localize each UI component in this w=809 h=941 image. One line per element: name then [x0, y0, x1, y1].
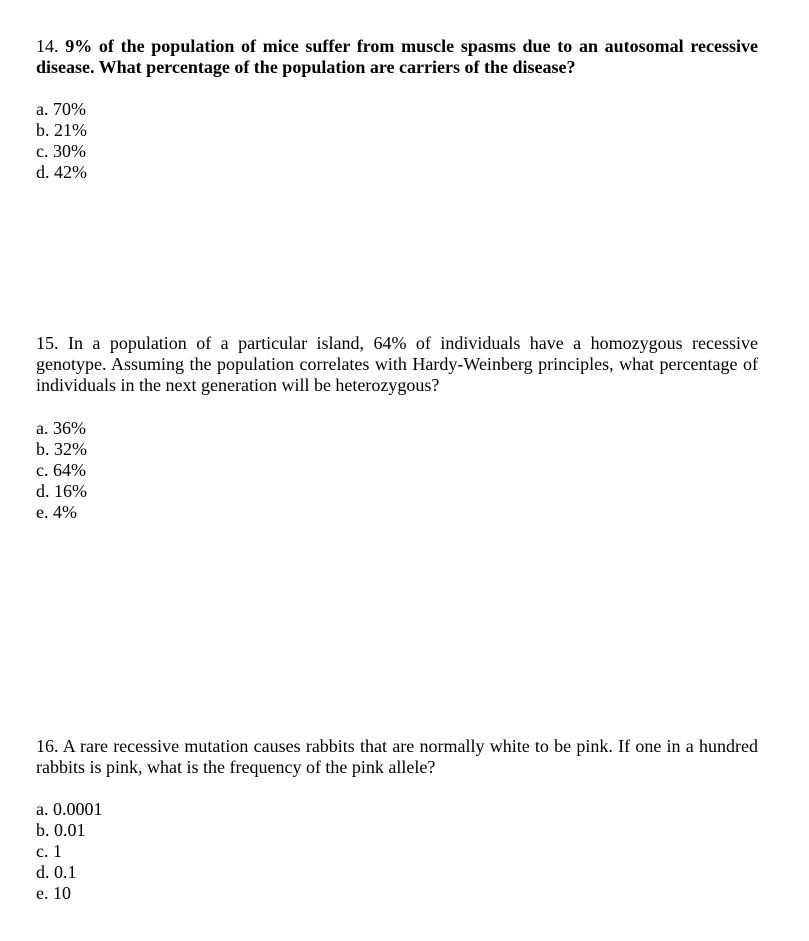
- question-text: 9% of the population of mice suffer from muscle spasms due to an autosomal recessive disease. What percentage of the population are carriers of the disease?: [36, 36, 758, 77]
- option-d: d. 0.1: [36, 862, 77, 882]
- option-e: e. 10: [36, 883, 71, 903]
- answer-options: [36, 99, 758, 183]
- option-c: c. 64%: [36, 460, 86, 480]
- question-text: A rare recessive mutation causes rabbits that are normally white to be pink. If one in a hundred rabbits is pink, what is the frequency of the pink allele?: [36, 736, 758, 777]
- option-c: c. 1: [36, 841, 62, 861]
- question-16: [36, 736, 758, 904]
- option-b: b. 32%: [36, 439, 87, 459]
- question-number: 16.: [36, 736, 59, 756]
- answer-options: [36, 418, 758, 523]
- option-a: a. 70%: [36, 99, 86, 119]
- question-stem: [36, 333, 758, 396]
- option-d: d. 16%: [36, 481, 87, 501]
- option-e: e. 4%: [36, 502, 77, 522]
- question-15: [36, 333, 758, 523]
- question-stem: [36, 736, 758, 778]
- option-d: d. 42%: [36, 162, 87, 182]
- question-text: In a population of a particular island, 64% of individuals have a homozygous recessive genotype. Assuming the population correlates with Hardy-Weinberg principles, what percentage of individuals in the next generation will be heterozygous?: [36, 333, 759, 395]
- option-a: a. 0.0001: [36, 799, 103, 819]
- answer-options: [36, 799, 758, 904]
- question-stem: [36, 36, 758, 78]
- option-b: b. 21%: [36, 120, 87, 140]
- option-a: a. 36%: [36, 418, 86, 438]
- option-c: c. 30%: [36, 141, 86, 161]
- question-number: 15.: [36, 333, 59, 353]
- option-b: b. 0.01: [36, 820, 86, 840]
- question-14: [36, 36, 758, 183]
- question-number: 14.: [36, 36, 59, 56]
